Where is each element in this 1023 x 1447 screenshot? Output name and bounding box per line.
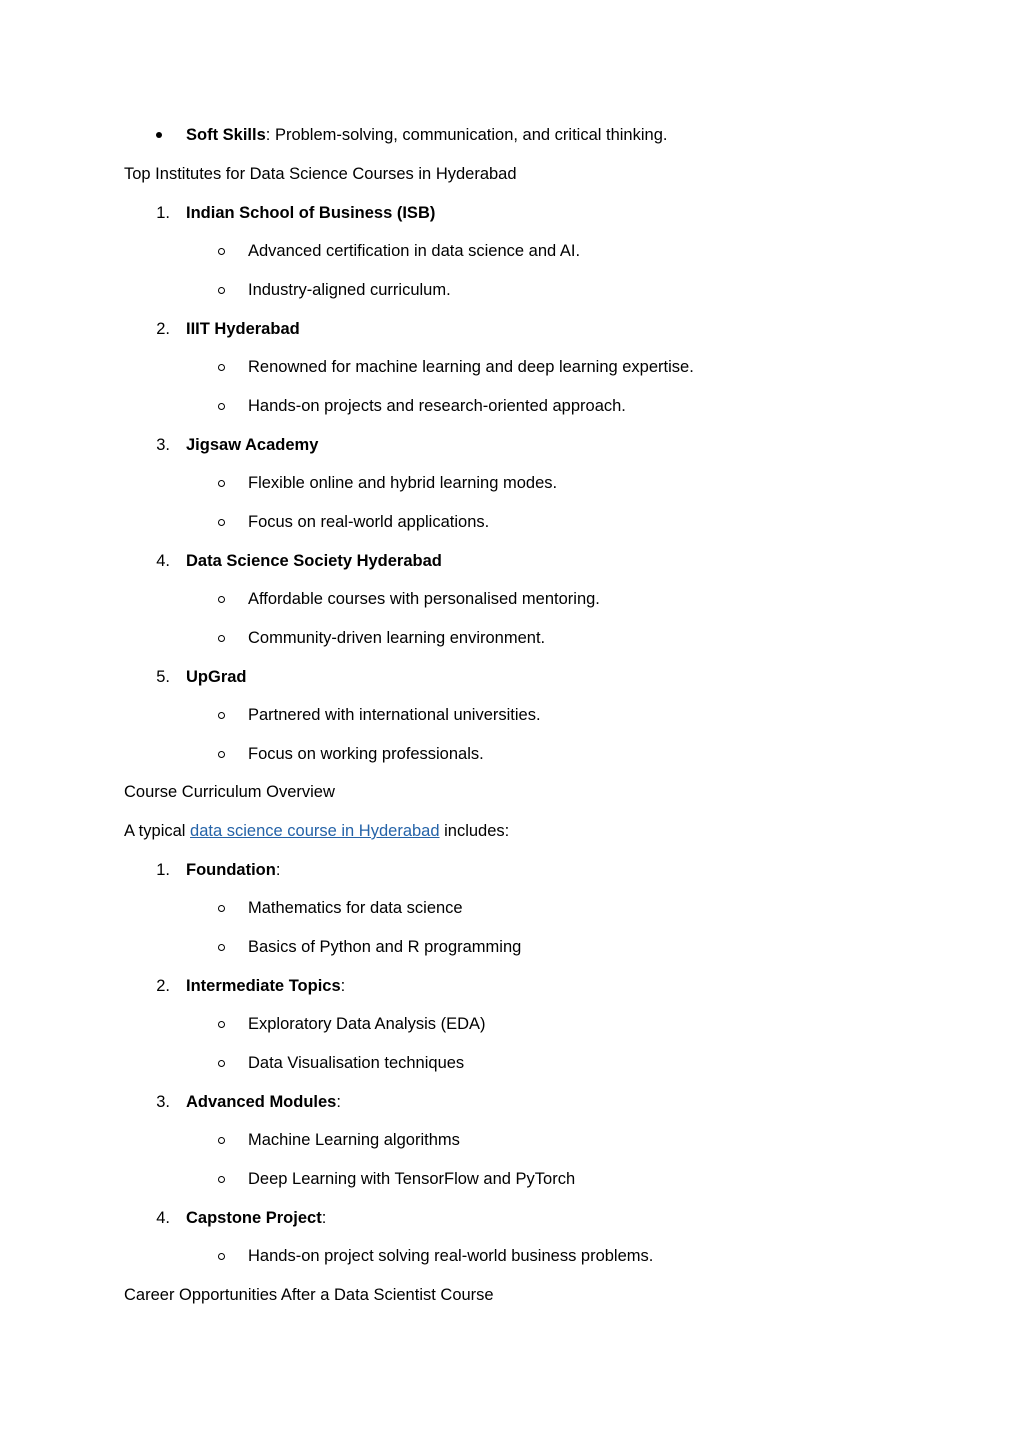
- institute-number: 2.: [156, 320, 170, 338]
- circle-bullet-icon: [218, 751, 225, 758]
- institute-name-text: Jigsaw Academy: [186, 436, 319, 454]
- curriculum-item-title: [186, 976, 345, 996]
- circle-bullet-icon: [218, 712, 225, 719]
- curriculum-heading: Course Curriculum Overview: [124, 783, 335, 801]
- institute-name-text: Data Science Society Hyderabad: [186, 552, 442, 570]
- circle-bullet-icon: [218, 1253, 225, 1260]
- institute-name-text: UpGrad: [186, 668, 247, 686]
- data-science-course-link[interactable]: data science course in Hyderabad: [190, 822, 440, 840]
- bullet-dot-icon: [156, 132, 162, 138]
- circle-bullet-icon: [218, 287, 225, 294]
- institute-name-text: Indian School of Business (ISB): [186, 204, 436, 222]
- curriculum-point: Basics of Python and R programming: [248, 938, 522, 956]
- institute-point: Community-driven learning environment.: [248, 629, 546, 647]
- curriculum-point: Mathematics for data science: [248, 899, 463, 917]
- circle-bullet-icon: [218, 364, 225, 371]
- curriculum-item-title: [186, 1092, 341, 1112]
- institute-point: Focus on working professionals.: [248, 745, 484, 763]
- circle-bullet-icon: [218, 1021, 225, 1028]
- curriculum-point: Exploratory Data Analysis (EDA): [248, 1015, 486, 1033]
- curriculum-point: Data Visualisation techniques: [248, 1054, 465, 1072]
- institute-name: [186, 667, 247, 687]
- institute-name-text: IIIT Hyderabad: [186, 320, 300, 338]
- institute-point: Renowned for machine learning and deep learning expertise.: [248, 358, 694, 376]
- institute-number: 1.: [156, 204, 170, 222]
- institute-point: Industry-aligned curriculum.: [248, 281, 451, 299]
- institute-point: Partnered with international universities.: [248, 706, 541, 724]
- circle-bullet-icon: [218, 905, 225, 912]
- curriculum-item-name: Intermediate Topics: [186, 977, 341, 995]
- institute-name: [186, 203, 435, 223]
- institute-name: [186, 435, 318, 455]
- curriculum-item-suffix: :: [321, 1209, 327, 1227]
- curriculum-number: 3.: [156, 1093, 170, 1111]
- curriculum-point: Hands-on project solving real-world business problems.: [248, 1247, 654, 1265]
- institute-point: Focus on real-world applications.: [248, 513, 490, 531]
- curriculum-intro: [124, 821, 509, 841]
- institute-point: Advanced certification in data science and AI.: [248, 242, 581, 260]
- soft-skills-label: Soft Skills: [186, 126, 266, 144]
- curriculum-item-title: [186, 1208, 326, 1228]
- curriculum-intro-after: includes:: [439, 822, 510, 840]
- career-heading: Career Opportunities After a Data Scientist Course: [124, 1286, 494, 1304]
- soft-skills-text: : Problem-solving, communication, and critical thinking.: [265, 126, 668, 144]
- circle-bullet-icon: [218, 635, 225, 642]
- circle-bullet-icon: [218, 519, 225, 526]
- curriculum-intro-before: A typical: [124, 822, 191, 840]
- institute-name: [186, 319, 300, 339]
- institute-point: Flexible online and hybrid learning modes.: [248, 474, 558, 492]
- soft-skills-line: [186, 125, 667, 145]
- curriculum-item-name: Advanced Modules: [186, 1093, 337, 1111]
- curriculum-point: Deep Learning with TensorFlow and PyTorch: [248, 1170, 576, 1188]
- institute-name: [186, 551, 442, 571]
- circle-bullet-icon: [218, 480, 225, 487]
- circle-bullet-icon: [218, 1137, 225, 1144]
- curriculum-item-suffix: :: [275, 861, 281, 879]
- institutes-heading: Top Institutes for Data Science Courses in Hyderabad: [124, 165, 517, 183]
- institute-point: Affordable courses with personalised mentoring.: [248, 590, 600, 608]
- institute-number: 5.: [156, 668, 170, 686]
- circle-bullet-icon: [218, 944, 225, 951]
- institute-point: Hands-on projects and research-oriented approach.: [248, 397, 626, 415]
- circle-bullet-icon: [218, 403, 225, 410]
- circle-bullet-icon: [218, 596, 225, 603]
- curriculum-item-name: Capstone Project: [186, 1209, 322, 1227]
- circle-bullet-icon: [218, 248, 225, 255]
- curriculum-number: 4.: [156, 1209, 170, 1227]
- circle-bullet-icon: [218, 1060, 225, 1067]
- curriculum-item-suffix: :: [340, 977, 346, 995]
- curriculum-number: 2.: [156, 977, 170, 995]
- circle-bullet-icon: [218, 1176, 225, 1183]
- curriculum-number: 1.: [156, 861, 170, 879]
- institute-number: 3.: [156, 436, 170, 454]
- curriculum-item-title: [186, 860, 280, 880]
- institute-number: 4.: [156, 552, 170, 570]
- curriculum-point: Machine Learning algorithms: [248, 1131, 460, 1149]
- curriculum-item-suffix: :: [336, 1093, 341, 1111]
- curriculum-item-name: Foundation: [186, 861, 276, 879]
